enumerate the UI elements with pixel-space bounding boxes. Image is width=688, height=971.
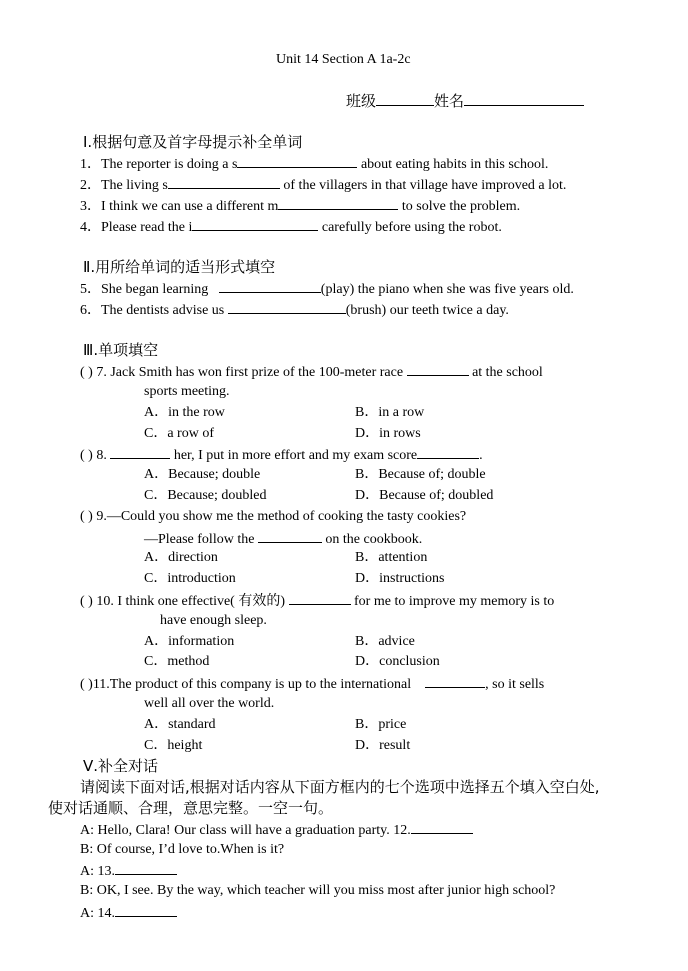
section-2-heading: Ⅱ.用所给单词的适当形式填空 bbox=[83, 258, 276, 276]
answer-blank-3[interactable] bbox=[278, 196, 398, 210]
answer-blank-11[interactable] bbox=[425, 674, 485, 688]
student-info bbox=[346, 92, 584, 110]
q11-option-b[interactable]: B．price bbox=[355, 717, 407, 732]
question-6: 6．The dentists advise us (brush) our teeth twice a day. bbox=[80, 300, 509, 320]
q10-option-d[interactable]: D．conclusion bbox=[355, 654, 440, 669]
dialogue-line-2: B: Of course, I’d love to.When is it? bbox=[80, 842, 285, 857]
answer-blank-13[interactable] bbox=[115, 861, 177, 875]
q8-option-d[interactable]: D．Because of; doubled bbox=[355, 488, 494, 503]
question-11-stem: ( )11.The product of this company is up to the international , so it sells bbox=[80, 674, 544, 694]
question-3: 3．I think we can use a different m to solve the problem. bbox=[80, 196, 520, 216]
dialogue-line-3: A: 13. bbox=[80, 861, 177, 881]
q11-option-d[interactable]: D．result bbox=[355, 738, 411, 753]
dialogue-line-1: A: Hello, Clara! Our class will have a graduation party. 12. bbox=[80, 820, 473, 840]
q10-option-c[interactable]: C．method bbox=[144, 654, 210, 669]
q8-option-b[interactable]: B．Because of; double bbox=[355, 467, 486, 482]
question-10-stem: ( ) 10. I think one effective( 有效的) for me to improve my memory is to bbox=[80, 591, 554, 611]
answer-blank-8a[interactable] bbox=[110, 445, 170, 459]
q9-option-c[interactable]: C．introduction bbox=[144, 571, 236, 586]
q7-option-c[interactable]: C．a row of bbox=[144, 426, 214, 441]
question-5: 5．She began learning (play) the piano when she was five years old. bbox=[80, 279, 574, 299]
q9-option-a[interactable]: A．direction bbox=[144, 550, 218, 565]
q7-option-a[interactable]: A．in the row bbox=[144, 405, 225, 420]
q10-option-b[interactable]: B．advice bbox=[355, 634, 415, 649]
answer-blank-8b[interactable] bbox=[417, 445, 479, 459]
q11-option-c[interactable]: C．height bbox=[144, 738, 203, 753]
q7-option-d[interactable]: D．in rows bbox=[355, 426, 421, 441]
q8-option-c[interactable]: C．Because; doubled bbox=[144, 488, 267, 503]
answer-blank-5[interactable] bbox=[219, 279, 321, 293]
answer-blank-4[interactable] bbox=[192, 217, 318, 231]
question-7-stem: ( ) 7. Jack Smith has won first prize of the 100-meter race at the school bbox=[80, 362, 543, 382]
name-blank[interactable] bbox=[464, 92, 584, 106]
answer-blank-1[interactable] bbox=[237, 154, 357, 168]
question-2: 2．The living s of the villagers in that village have improved a lot. bbox=[80, 175, 566, 195]
answer-blank-6[interactable] bbox=[228, 300, 346, 314]
q8-option-a[interactable]: A．Because; double bbox=[144, 467, 261, 482]
question-8-stem: ( ) 8. her, I put in more effort and my exam score . bbox=[80, 445, 483, 465]
answer-blank-9[interactable] bbox=[258, 529, 322, 543]
section-5-heading: Ⅴ.补全对话 bbox=[83, 757, 159, 775]
q11-option-a[interactable]: A．standard bbox=[144, 717, 216, 732]
question-9-stem: ( ) 9.—Could you show me the method of cooking the tasty cookies? bbox=[80, 509, 467, 524]
question-4: 4．Please read the i carefully before using the robot. bbox=[80, 217, 502, 237]
answer-blank-12[interactable] bbox=[411, 820, 473, 834]
question-11-stem-cont: well all over the world. bbox=[144, 696, 275, 711]
q9-option-b[interactable]: B．attention bbox=[355, 550, 428, 565]
question-7-stem-cont: sports meeting. bbox=[144, 384, 230, 399]
q10-option-a[interactable]: A．information bbox=[144, 634, 235, 649]
dialogue-instructions-1: 请阅读下面对话,根据对话内容从下面方框内的七个选项中选择五个填入空白处, bbox=[80, 778, 600, 796]
class-label: 班级 bbox=[346, 92, 377, 110]
dialogue-line-5: A: 14. bbox=[80, 903, 177, 923]
answer-blank-7[interactable] bbox=[407, 362, 469, 376]
question-9-stem-cont: —Please follow the on the cookbook. bbox=[144, 529, 422, 549]
dialogue-line-4: B: OK, I see. By the way, which teacher will you miss most after junior high school? bbox=[80, 883, 556, 898]
answer-blank-10[interactable] bbox=[289, 591, 351, 605]
class-blank[interactable] bbox=[376, 92, 434, 106]
dialogue-instructions-2: 使对话通顺、合理，意思完整。一空一句。 bbox=[48, 799, 334, 817]
q9-option-d[interactable]: D．instructions bbox=[355, 571, 445, 586]
question-10-stem-cont: have enough sleep. bbox=[160, 613, 267, 628]
q7-option-b[interactable]: B．in a row bbox=[355, 405, 425, 420]
answer-blank-14[interactable] bbox=[115, 903, 177, 917]
question-1: 1．The reporter is doing a s about eating habits in this school. bbox=[80, 154, 548, 174]
section-1-heading: Ⅰ.根据句意及首字母提示补全单词 bbox=[83, 133, 303, 151]
worksheet-title: Unit 14 Section A 1a-2c bbox=[276, 52, 411, 67]
name-label: 姓名 bbox=[434, 92, 465, 110]
section-3-heading: Ⅲ.单项填空 bbox=[83, 341, 159, 359]
answer-blank-2[interactable] bbox=[168, 175, 280, 189]
